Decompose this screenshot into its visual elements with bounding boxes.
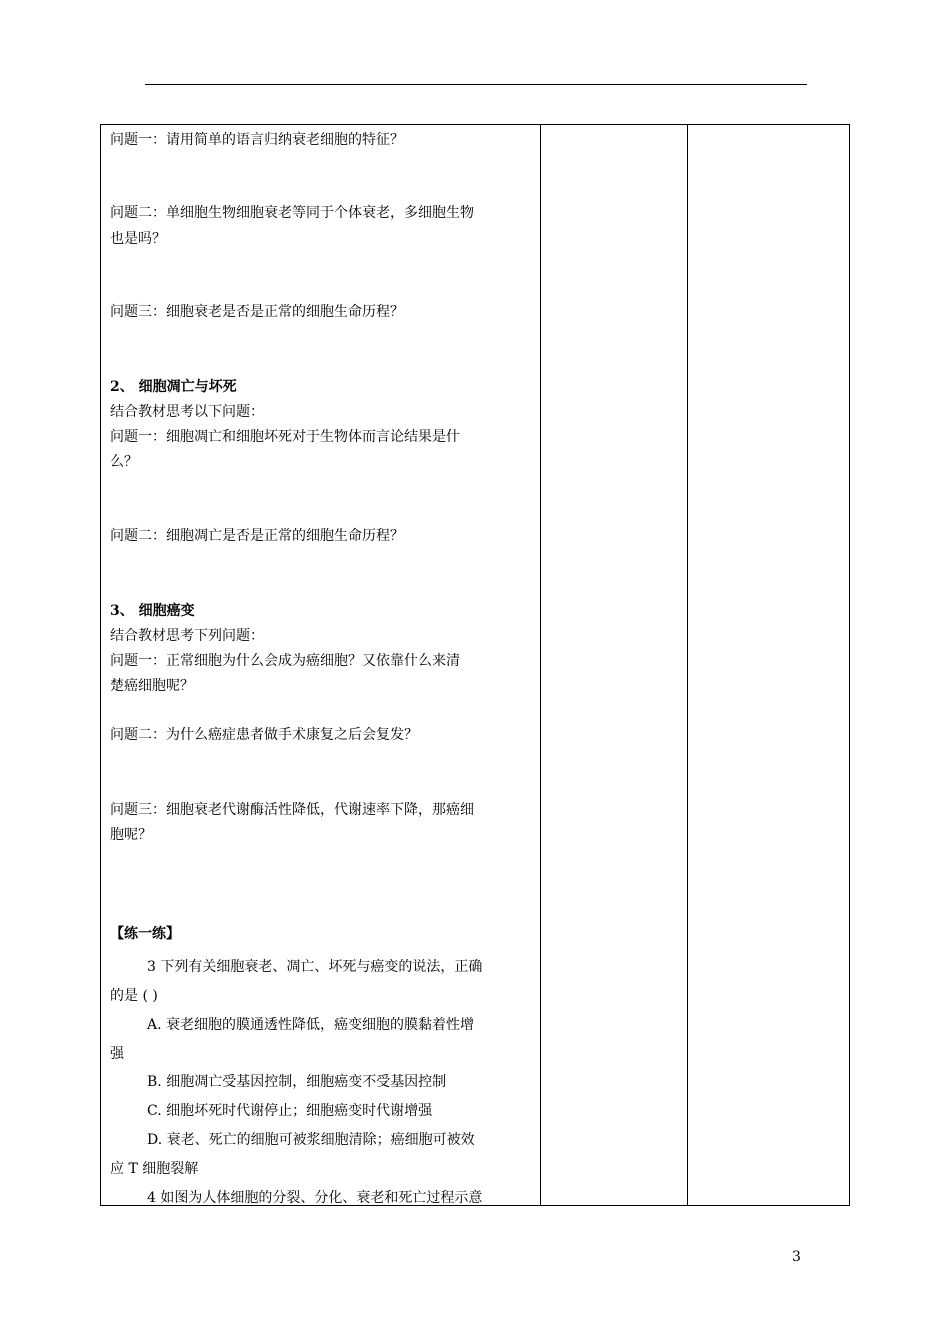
text-line: 3 下列有关细胞衰老、凋亡、坏死与癌变的说法，正确	[147, 959, 483, 975]
header-rule	[145, 84, 807, 85]
text-line: 应 T 细胞裂解	[110, 1161, 199, 1177]
text-line: 问题一：细胞凋亡和细胞坏死对于生物体而言论结果是什	[110, 429, 460, 445]
text-line: 问题三：细胞衰老是否是正常的细胞生命历程？	[110, 304, 404, 320]
text-line: 么？	[110, 454, 138, 470]
text-line: 问题二：细胞凋亡是否是正常的细胞生命历程？	[110, 528, 404, 544]
text-line: 楚癌细胞呢？	[110, 678, 194, 694]
text-line: 结合教材思考下列问题：	[110, 628, 264, 644]
text-line: 问题一：请用简单的语言归纳衰老细胞的特征？	[110, 132, 404, 148]
column-divider-2	[687, 125, 688, 1205]
text-line: 问题二：单细胞生物细胞衰老等同于个体衰老，多细胞生物	[110, 205, 474, 221]
page-number: 3	[792, 1249, 801, 1265]
text-line: 的是 ( )	[110, 988, 158, 1004]
text-line: 问题三：细胞衰老代谢酶活性降低，代谢速率下降，那癌细	[110, 802, 474, 818]
text-line: 结合教材思考以下问题：	[110, 404, 264, 420]
text-line: C. 细胞坏死时代谢停止；细胞癌变时代谢增强	[147, 1103, 433, 1119]
text-line: A. 衰老细胞的膜通透性降低，癌变细胞的膜黏着性增	[147, 1017, 475, 1033]
text-line: 问题二：为什么癌症患者做手术康复之后会复发？	[110, 727, 418, 743]
section-heading: 2、 细胞凋亡与坏死	[110, 379, 237, 395]
text-line: 强	[110, 1046, 124, 1062]
section-heading: 【练一练】	[110, 926, 180, 942]
lesson-table	[100, 124, 850, 1206]
section-heading: 3、 细胞癌变	[110, 603, 195, 619]
text-line: 问题一：正常细胞为什么会成为癌细胞？又依靠什么来清	[110, 653, 460, 669]
text-line: 4 如图为人体细胞的分裂、分化、衰老和死亡过程示意	[147, 1190, 483, 1206]
text-line: 胞呢？	[110, 827, 152, 843]
text-line: D. 衰老、死亡的细胞可被浆细胞清除；癌细胞可被效	[147, 1132, 475, 1148]
column-divider-1	[540, 125, 541, 1205]
text-line: 也是吗？	[110, 231, 166, 247]
text-line: B. 细胞凋亡受基因控制，细胞癌变不受基因控制	[147, 1074, 447, 1090]
